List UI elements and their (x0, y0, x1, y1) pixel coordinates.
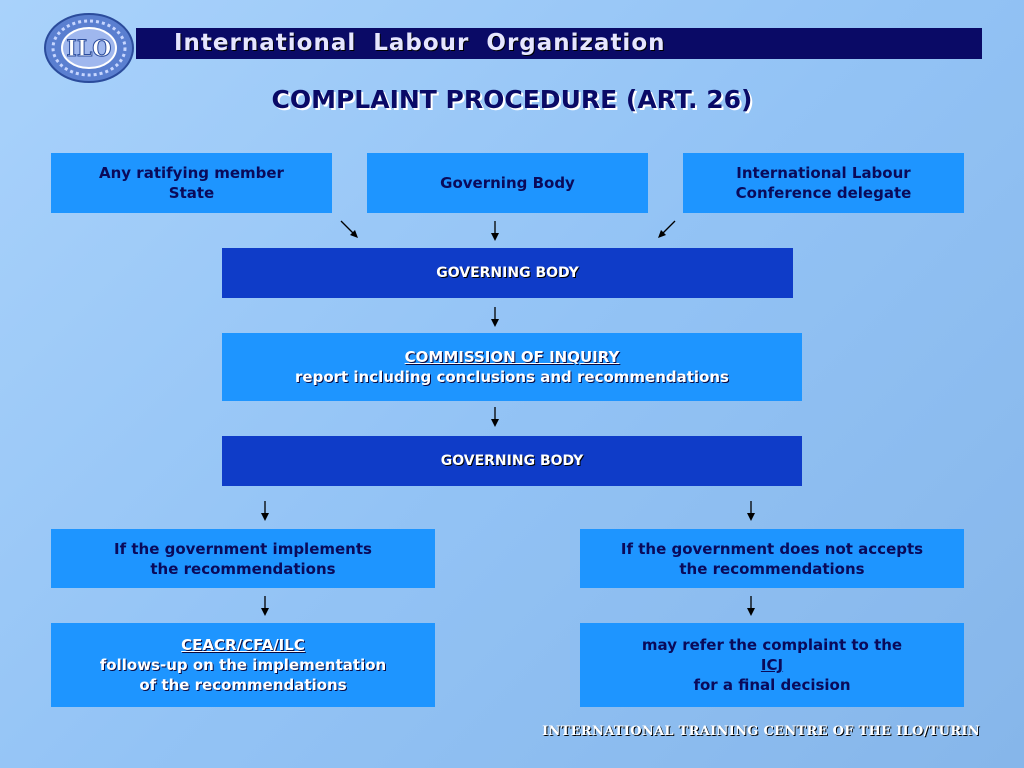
arrow-diagonal-right (338, 218, 362, 242)
initiator-member-state-line1: Any ratifying member (99, 164, 284, 182)
initiator-ilc-delegate-line2: Conference delegate (735, 184, 912, 202)
commission-of-inquiry-box (222, 333, 802, 401)
header-banner (136, 28, 982, 59)
arrow-down-left-branch-1 (258, 500, 272, 522)
icj-line2: for a final decision (693, 676, 851, 694)
governing-body-box-1 (222, 248, 793, 298)
organization-name: International Labour Organization (174, 30, 666, 56)
logo-text: ILO (66, 36, 112, 62)
followup-box (51, 623, 435, 707)
arrow-down-left-branch-2 (258, 595, 272, 617)
icj-heading: ICJ (760, 656, 784, 674)
initiator-member-state (51, 153, 332, 213)
commission-text: report including conclusions and recommendations (295, 368, 729, 386)
not-accepts-line2: the recommendations (679, 559, 865, 578)
initiator-member-state-line2: State (168, 184, 215, 202)
not-accepts-line1: If the government does not accepts (620, 539, 924, 558)
implements-line1: If the government implements (114, 539, 372, 558)
arrow-down-center-3 (488, 406, 502, 428)
initiator-governing-body (367, 153, 648, 213)
icj-line1: may refer the complaint to the (641, 636, 903, 654)
followup-line1: follows-up on the implementation (99, 656, 387, 674)
implements-box (51, 529, 435, 588)
initiator-governing-body-label: Governing Body (440, 174, 575, 192)
governing-body-box-2 (222, 436, 802, 486)
initiator-ilc-delegate-line1: International Labour (736, 164, 911, 182)
icj-box (580, 623, 964, 707)
followup-heading: CEACR/CFA/ILC (181, 636, 305, 654)
initiator-ilc-delegate (683, 153, 964, 213)
followup-line2: of the recommendations (139, 676, 347, 694)
ilo-logo (42, 12, 136, 84)
arrow-diagonal-left (654, 218, 678, 242)
footer-text: INTERNATIONAL TRAINING CENTRE OF THE ILO/TURIN (542, 724, 980, 739)
arrow-down-center-2 (488, 306, 502, 328)
arrow-down-right-branch-1 (744, 500, 758, 522)
arrow-down-right-branch-2 (744, 595, 758, 617)
governing-body-2-label: GOVERNING BODY (440, 453, 584, 469)
commission-heading: COMMISSION OF INQUIRY (404, 348, 620, 366)
slide-title: COMPLAINT PROCEDURE (ART. 26) (271, 85, 753, 114)
arrow-down-center-1 (488, 220, 502, 242)
implements-line2: the recommendations (150, 559, 336, 578)
not-accepts-box (580, 529, 964, 588)
governing-body-1-label: GOVERNING BODY (436, 265, 579, 281)
